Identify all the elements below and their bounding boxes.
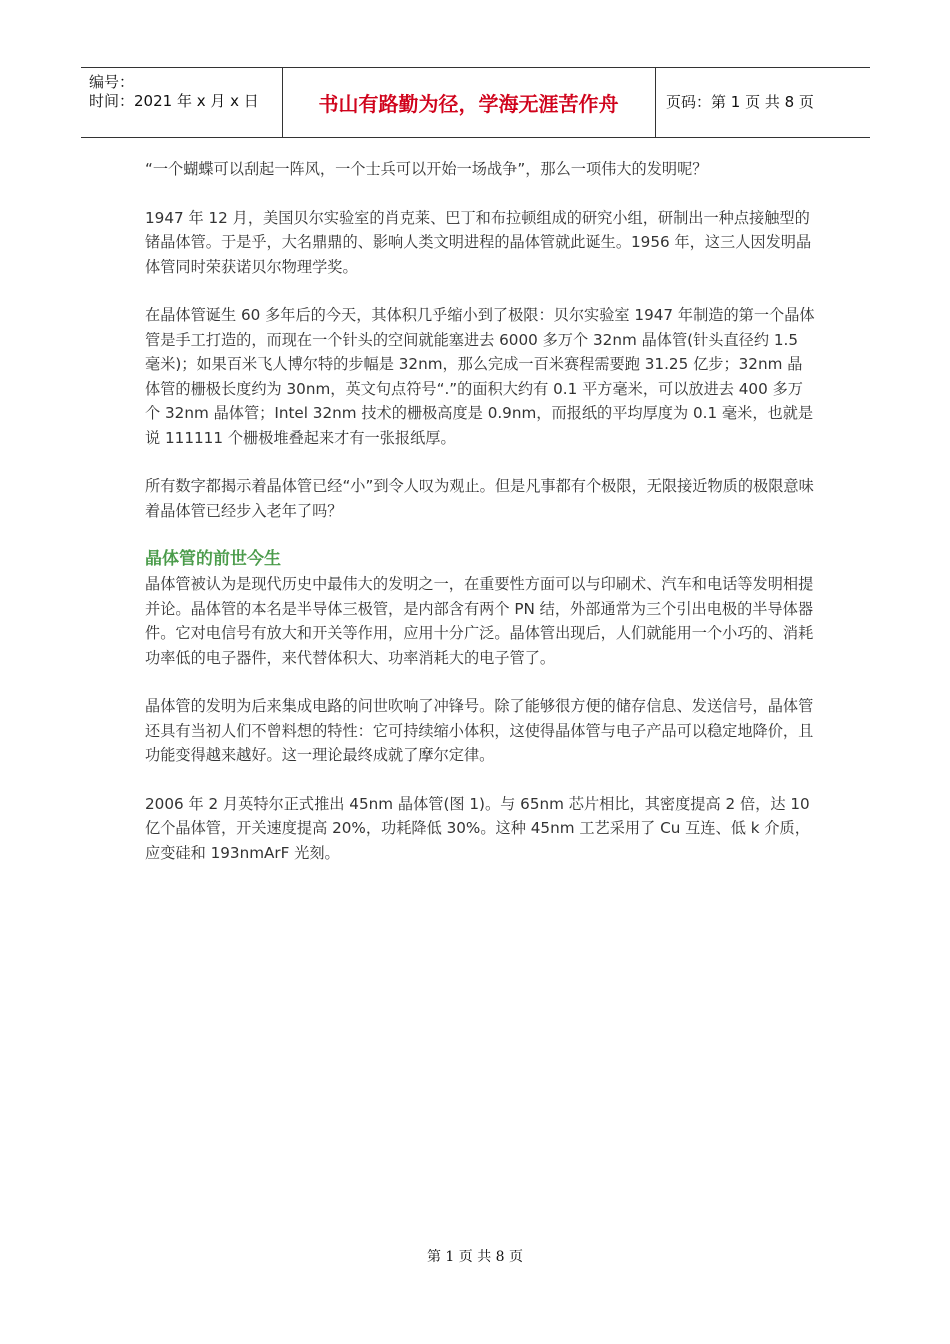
header-motto: 书山有路勤为径，学海无涯苦作舟 bbox=[318, 92, 619, 116]
paragraph-limit-question: 所有数字都揭示着晶体管已经“小”到令人叹为观止。但是凡事都有个极限，无限接近物质的极限意味着晶体管已经步入老年了吗？ bbox=[145, 477, 814, 520]
paragraph-integrated-circuit: 晶体管的发明为后来集成电路的问世吹响了冲锋号。除了能够很方便的储存信息、发送信号，晶体管还具有当初人们不曾料想的特性：它可持续缩小体积，这使得晶体管与电子产品可以稳定地降价，且功能变得越来越好。这一理论最终成就了摩尔定律。 bbox=[145, 697, 814, 764]
paragraph-invention-1947: 1947 年 12 月，美国贝尔实验室的肖克莱、巴丁和布拉顿组成的研究小组，研制出一种点接触型的锗晶体管。于是乎，大名鼎鼎的、影响人类文明进程的晶体管就此诞生。1956 年，这三人因发明晶体管同时荣获诺贝尔物理学奖。 bbox=[145, 208, 812, 276]
header-meta-cell bbox=[81, 68, 283, 137]
document-date-label: 时间：2021 年 x 月 x 日 bbox=[89, 92, 259, 110]
paragraph-transistor-definition: 晶体管被认为是现代历史中最伟大的发明之一，在重要性方面可以与印刷术、汽车和电话等发明相提并论。晶体管的本名是半导体三极管，是内部含有两个 PN 结，外部通常为三个引出电极的半导体器件。它对电信号有放大和开关等作用，应用十分广泛。晶体管出现后，人们就能用一个小巧的、消耗功率低的电子器件，来代替体积大、功率消耗大的电子管了。 bbox=[145, 575, 814, 667]
paragraph-size-limits: 在晶体管诞生 60 多年后的今天，其体积几乎缩小到了极限：贝尔实验室 1947 年制造的第一个晶体管是手工打造的，而现在一个针头的空间就能塞进去 6000 多万个 32nm 晶体管(针头直径约 1.5 毫米)；如果百米飞人博尔特的步幅是 32nm，那么完成一百米赛程需要跑 31.25 亿步；32nm 晶体管的栅极长度约为 30nm，英文句点符号“.”的面积大约有 0.1 平方毫米，可以放进去 400 多万个 32nm 晶体管；Intel 32nm 技术的栅极高度是 0.9nm，而报纸的平均厚度为 0.1 毫米，也就是说 111111 个栅极堆叠起来才有一张报纸厚。 bbox=[145, 306, 815, 447]
document-number-label: 编号： bbox=[89, 73, 135, 91]
header-page-info: 页码：第 1 页 共 8 页 bbox=[666, 93, 814, 111]
paragraph-intro-quote: “一个蝴蝶可以刮起一阵风，一个士兵可以开始一场战争”，那么一项伟大的发明呢？ bbox=[145, 160, 708, 178]
section-title-history: 晶体管的前世今生 bbox=[145, 549, 281, 569]
header-page-cell bbox=[656, 68, 870, 137]
page-footer: 第 1 页 共 8 页 bbox=[426, 1249, 524, 1265]
document-header bbox=[81, 67, 870, 138]
paragraph-intel-45nm: 2006 年 2 月英特尔正式推出 45nm 晶体管(图 1)。与 65nm 芯片相比，其密度提高 2 倍，达 10 亿个晶体管，开关速度提高 20%，功耗降低 30%。这种 45nm 工艺采用了 Cu 互连、低 k 介质，应变硅和 193nmArF 光刻。 bbox=[145, 794, 810, 862]
header-motto-cell bbox=[282, 68, 656, 137]
document-body bbox=[145, 157, 815, 889]
